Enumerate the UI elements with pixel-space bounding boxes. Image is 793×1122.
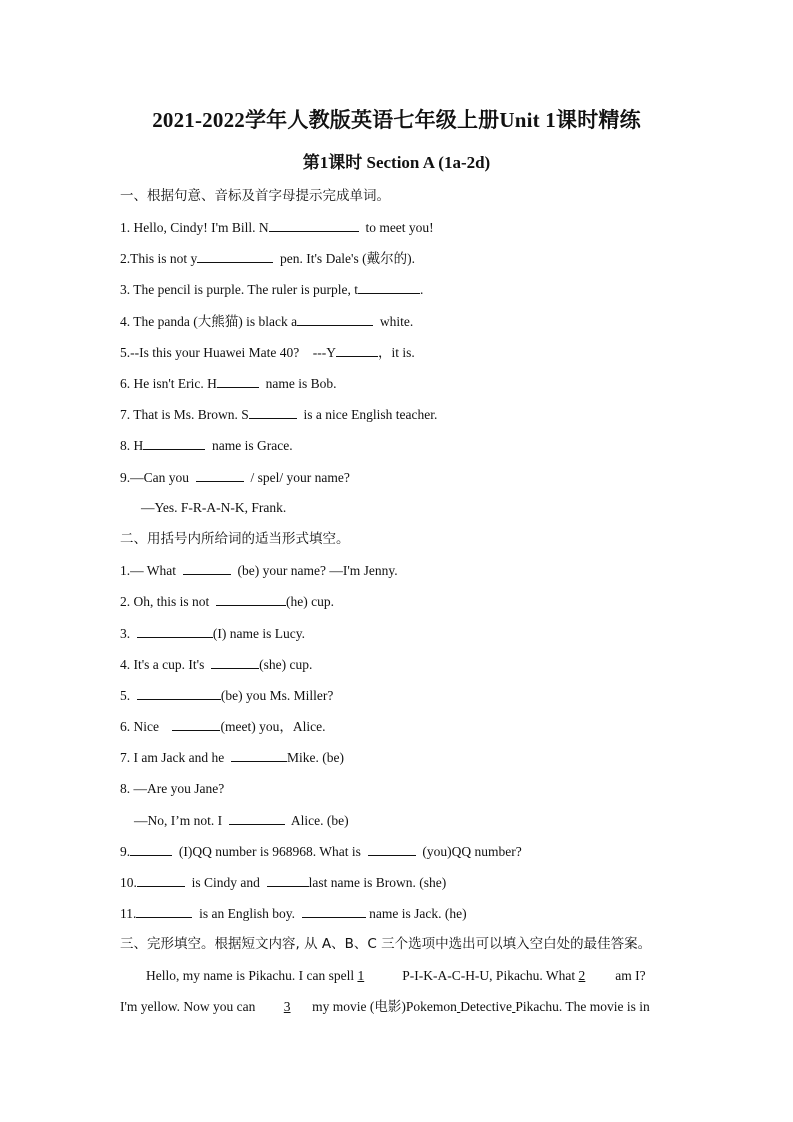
- s2-item-4: 4. It's a cup. It's (she) cup.: [120, 654, 312, 675]
- blank[interactable]: [231, 747, 287, 762]
- s2-item-2: 2. Oh, this is not (he) cup.: [120, 591, 334, 612]
- cloze-blank-3[interactable]: 3: [283, 999, 291, 1014]
- cloze-blank-2[interactable]: 2: [578, 968, 586, 983]
- blank[interactable]: [196, 467, 244, 482]
- s2-item-1: 1.— What (be) your name? —I'm Jenny.: [120, 560, 398, 581]
- section3-heading: 三、完形填空。根据短文内容, 从 A、B、C 三个选项中选出可以填入空白处的最佳答案。: [120, 936, 652, 952]
- s1-item-7: 7. That is Ms. Brown. S is a nice English teacher.: [120, 404, 437, 425]
- blank[interactable]: [267, 872, 309, 887]
- blank[interactable]: [358, 279, 420, 294]
- blank[interactable]: [368, 841, 416, 856]
- blank[interactable]: [336, 342, 378, 357]
- page-title: 2021-2022学年人教版英语七年级上册Unit 1课时精练: [152, 108, 641, 132]
- blank[interactable]: [216, 591, 286, 606]
- blank[interactable]: [137, 872, 185, 887]
- blank[interactable]: [172, 716, 220, 731]
- blank[interactable]: [136, 903, 192, 918]
- s2-item-8-question: 8. —Are you Jane?: [120, 781, 225, 796]
- s2-item-8-answer: —No, I’m not. I Alice. (be): [134, 810, 349, 831]
- s2-item-10: 10. is Cindy and last name is Brown. (she): [120, 872, 446, 893]
- blank[interactable]: [249, 404, 297, 419]
- blank[interactable]: [211, 654, 259, 669]
- blank[interactable]: [143, 435, 205, 450]
- blank[interactable]: [137, 623, 213, 638]
- s1-item-6: 6. He isn't Eric. H name is Bob.: [120, 373, 337, 394]
- s3-paragraph-line-2: I'm yellow. Now you can 3 my movie (电影)Pokemon Detective Pikachu. The movie is in: [120, 997, 650, 1017]
- s1-item-9: 9.—Can you / spel/ your name?: [120, 467, 350, 488]
- blank[interactable]: [183, 560, 231, 575]
- s1-item-8: 8. H name is Grace.: [120, 435, 293, 456]
- s1-item-3: 3. The pencil is purple. The ruler is purple, t .: [120, 279, 423, 300]
- s1-item-1: 1. Hello, Cindy! I'm Bill. N to meet you!: [120, 217, 434, 238]
- section1-heading: 一、根据句意、音标及首字母提示完成单词。: [120, 188, 390, 204]
- s2-item-9: 9. (I)QQ number is 968968. What is (you)QQ number?: [120, 841, 522, 862]
- section2-heading: 二、用括号内所给词的适当形式填空。: [120, 531, 350, 547]
- s3-paragraph-line-1: Hello, my name is Pikachu. I can spell 1 P-I-K-A-C-H-U, Pikachu. What 2 am I?: [146, 966, 646, 986]
- blank[interactable]: [297, 311, 373, 326]
- cloze-blank-1[interactable]: 1: [357, 968, 365, 983]
- s2-item-3: 3. (I) name is Lucy.: [120, 623, 305, 644]
- blank[interactable]: [229, 810, 285, 825]
- blank[interactable]: [217, 373, 259, 388]
- movie-title: Pokemon Detective Pikachu: [405, 999, 559, 1014]
- blank[interactable]: [302, 903, 366, 918]
- blank[interactable]: [269, 217, 359, 232]
- s2-item-7: 7. I am Jack and he Mike. (be): [120, 747, 344, 768]
- blank[interactable]: [130, 841, 172, 856]
- s2-item-11: 11. is an English boy. name is Jack. (he): [120, 903, 467, 924]
- blank[interactable]: [197, 248, 273, 263]
- s1-item-2: 2.This is not y pen. It's Dale's (戴尔的).: [120, 248, 415, 269]
- s1-item-9-reply: —Yes. F-R-A-N-K, Frank.: [141, 500, 287, 515]
- page-subtitle: 第1课时 Section A (1a-2d): [302, 153, 491, 172]
- s1-item-4: 4. The panda (大熊猫) is black a white.: [120, 311, 413, 332]
- s1-item-5: 5.--Is this your Huawei Mate 40? ---Y ，it is.: [120, 342, 415, 363]
- s2-item-6: 6. Nice (meet) you，Alice.: [120, 716, 325, 737]
- s2-item-5: 5. (be) you Ms. Miller?: [120, 685, 333, 706]
- blank[interactable]: [137, 685, 221, 700]
